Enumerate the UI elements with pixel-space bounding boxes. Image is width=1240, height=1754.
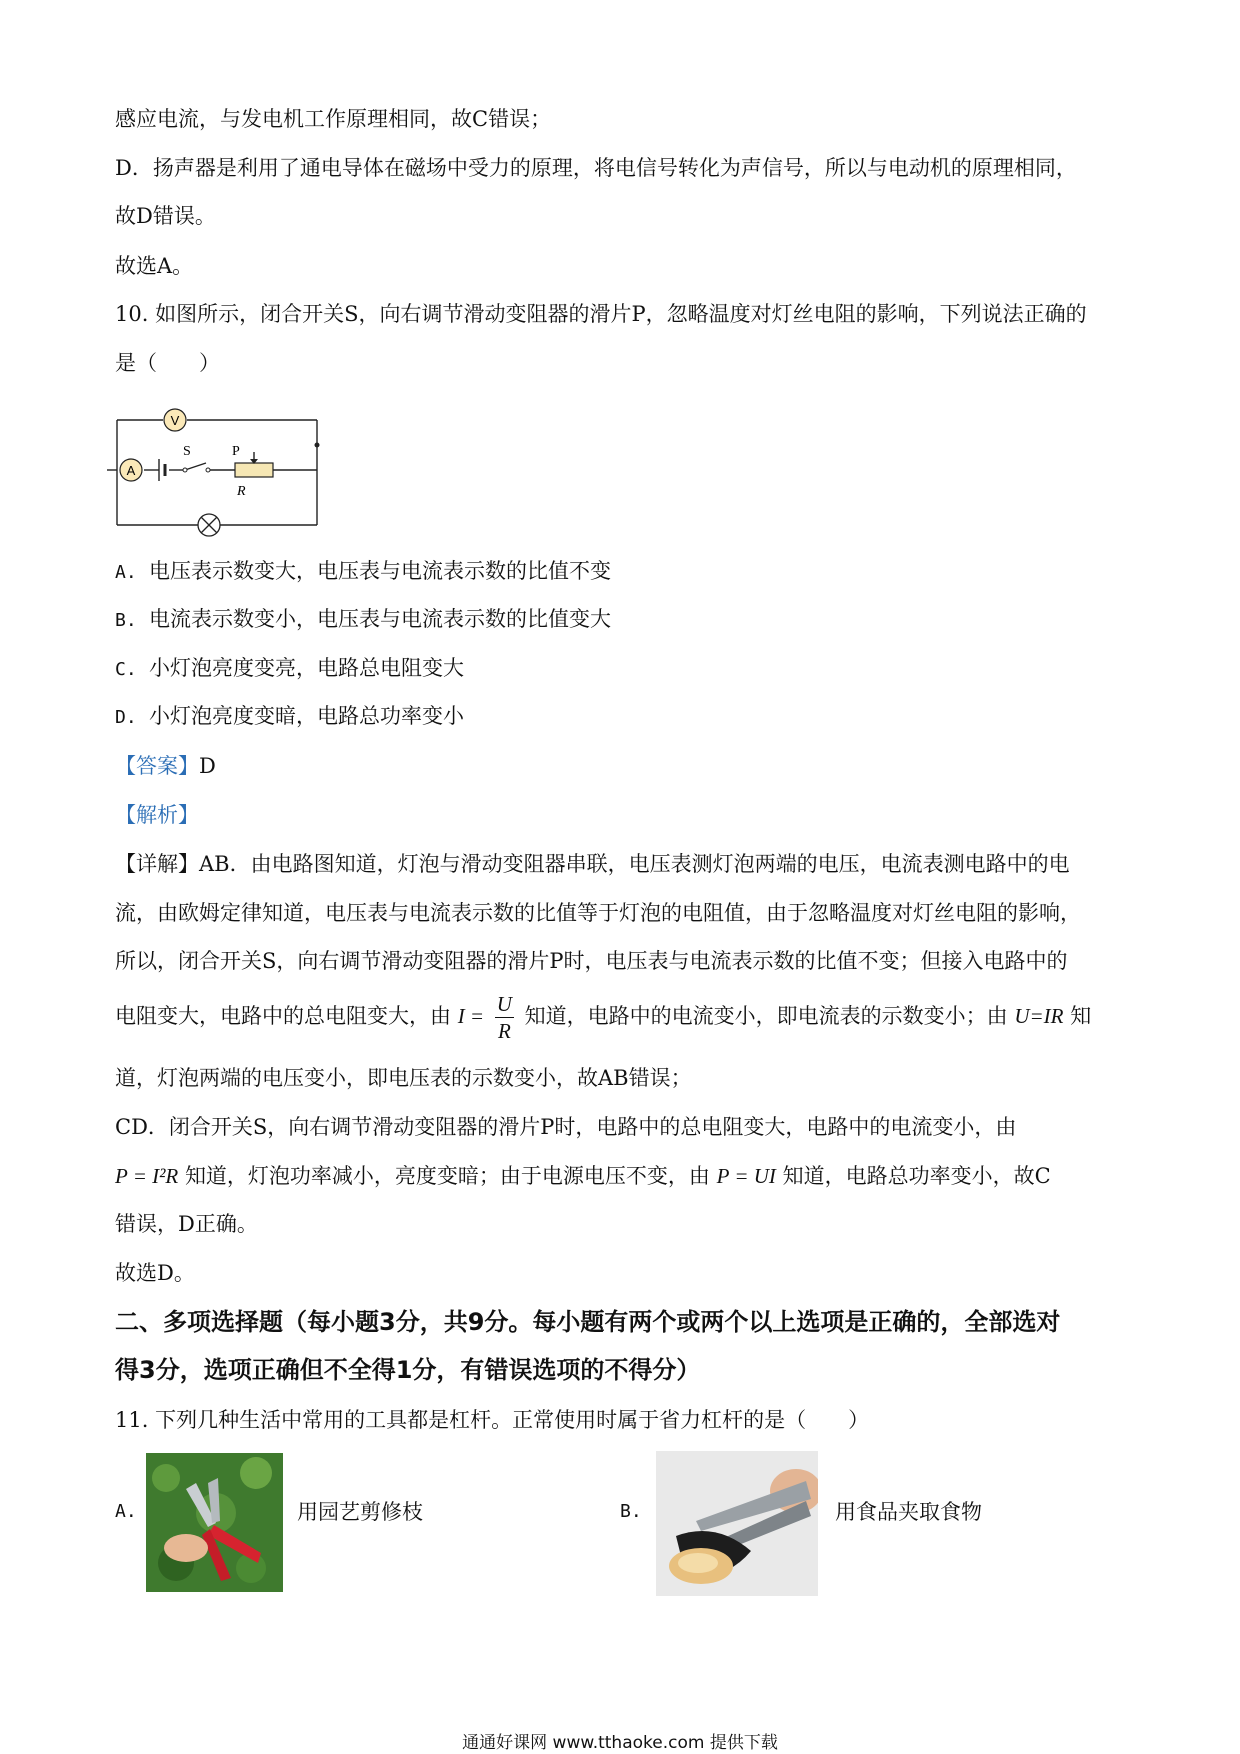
option-a-label: A.: [115, 1501, 137, 1522]
slider-label: P: [232, 444, 240, 459]
option-label: D.: [115, 707, 137, 728]
option-c: [115, 652, 464, 686]
formula-inline: U=IR: [1014, 1004, 1064, 1028]
fraction-numerator: U: [496, 992, 512, 1016]
switch-contact: [183, 468, 187, 472]
text-line: D．扬声器是利用了通电导体在磁场中受力的原理，将电信号转化为声信号，所以与电动机的原理相同，: [115, 156, 1077, 180]
junction-dot: [315, 443, 320, 448]
detail-line-formula: [115, 990, 1091, 1044]
food-tongs-image: [656, 1451, 818, 1596]
option-label: B.: [115, 610, 137, 631]
detail-text: 知道，电路中的电流变小，即电流表的示数变小；由: [524, 1004, 1008, 1028]
voltmeter-label: V: [170, 413, 180, 428]
option-b: [115, 603, 611, 637]
section-heading: 二、多项选择题（每小题3分，共9分。每小题有两个或两个以上选项是正确的，全部选对: [115, 1308, 1061, 1336]
option-text: 电流表示数变小，电压表与电流表示数的比值变大: [149, 607, 611, 631]
detail-text: 知道，电路总功率变小，故C: [782, 1164, 1051, 1188]
switch-label: S: [183, 444, 191, 459]
detail-line: 【详解】AB．由电路图知道，灯泡与滑动变阻器串联，电压表测灯泡两端的电压，电流表测电路中的电: [115, 852, 1070, 876]
detail-line-formula: [115, 1160, 1051, 1192]
text-line: 故D错误。: [115, 204, 216, 228]
detail-text: 电阻变大，电路中的总电阻变大，由: [115, 1004, 451, 1028]
answer-line: [115, 750, 216, 782]
detail-line: 道，灯泡两端的电压变小，即电压表的示数变小，故AB错误；: [115, 1066, 692, 1090]
detail-line: 错误，D正确。: [115, 1212, 258, 1236]
switch-contact: [206, 468, 210, 472]
question-10-stem-cont: 是（ ）: [115, 351, 220, 375]
option-text: 小灯泡亮度变亮，电路总电阻变大: [149, 656, 464, 680]
ohm-fraction: [495, 991, 514, 1044]
detail-text: 知道，灯泡功率减小，亮度变暗；由于电源电压不变，由: [184, 1164, 710, 1188]
question-11-stem: 11. 下列几种生活中常用的工具都是杠杆。正常使用时属于省力杠杆的是（ ）: [115, 1408, 870, 1432]
section-heading: 得3分，选项正确但不全得1分，有错误选项的不得分）: [115, 1356, 701, 1384]
fraction-denominator: R: [497, 1019, 511, 1043]
answer-value: D: [199, 754, 216, 778]
option-b-label: B.: [620, 1501, 642, 1522]
detail-text: 知: [1070, 1004, 1092, 1028]
formula-power-ui: P = UI: [716, 1164, 776, 1188]
option-label: C.: [115, 659, 137, 680]
resistor-label: R: [237, 484, 246, 499]
option-a: [115, 555, 611, 589]
page-footer: 通通好课网 www.tthaoke.com 提供下载: [462, 1733, 778, 1753]
question-10-stem: 10. 如图所示，闭合开关S，向右调节滑动变阻器的滑片P，忽略温度对灯丝电阻的影响，下列说法正确的: [115, 302, 1087, 326]
option-d: [115, 700, 464, 734]
analysis-tag: 【解析】: [115, 803, 199, 827]
detail-line: 故选D。: [115, 1261, 195, 1285]
formula-power-i2r: P = I²R: [115, 1164, 179, 1188]
circuit-diagram: [105, 400, 330, 540]
ammeter-label: A: [126, 463, 136, 478]
text-line: 感应电流，与发电机工作原理相同，故C错误；: [115, 107, 552, 131]
option-text: 电压表示数变大，电压表与电流表示数的比值不变: [149, 559, 611, 583]
rheostat-symbol: [235, 463, 273, 477]
pruning-shears-image: [146, 1453, 283, 1592]
text-line: 故选A。: [115, 254, 194, 278]
detail-line: CD．闭合开关S，向右调节滑动变阻器的滑片P时，电路中的总电阻变大，电路中的电流变小，由: [115, 1115, 1017, 1139]
detail-line: 所以，闭合开关S，向右调节滑动变阻器的滑片P时，电压表与电流表示数的比值不变；但接入电路中的: [115, 949, 1068, 973]
option-a-text: 用园艺剪修枝: [297, 1500, 423, 1524]
formula-lhs: I =: [457, 1004, 485, 1028]
option-b-text: 用食品夹取食物: [835, 1500, 982, 1524]
answer-tag: 【答案】: [115, 754, 199, 778]
option-label: A.: [115, 562, 137, 583]
option-text: 小灯泡亮度变暗，电路总功率变小: [149, 704, 464, 728]
detail-line: 流，由欧姆定律知道，电压表与电流表示数的比值等于灯泡的电阻值，由于忽略温度对灯丝电阻的影响，: [115, 901, 1081, 925]
